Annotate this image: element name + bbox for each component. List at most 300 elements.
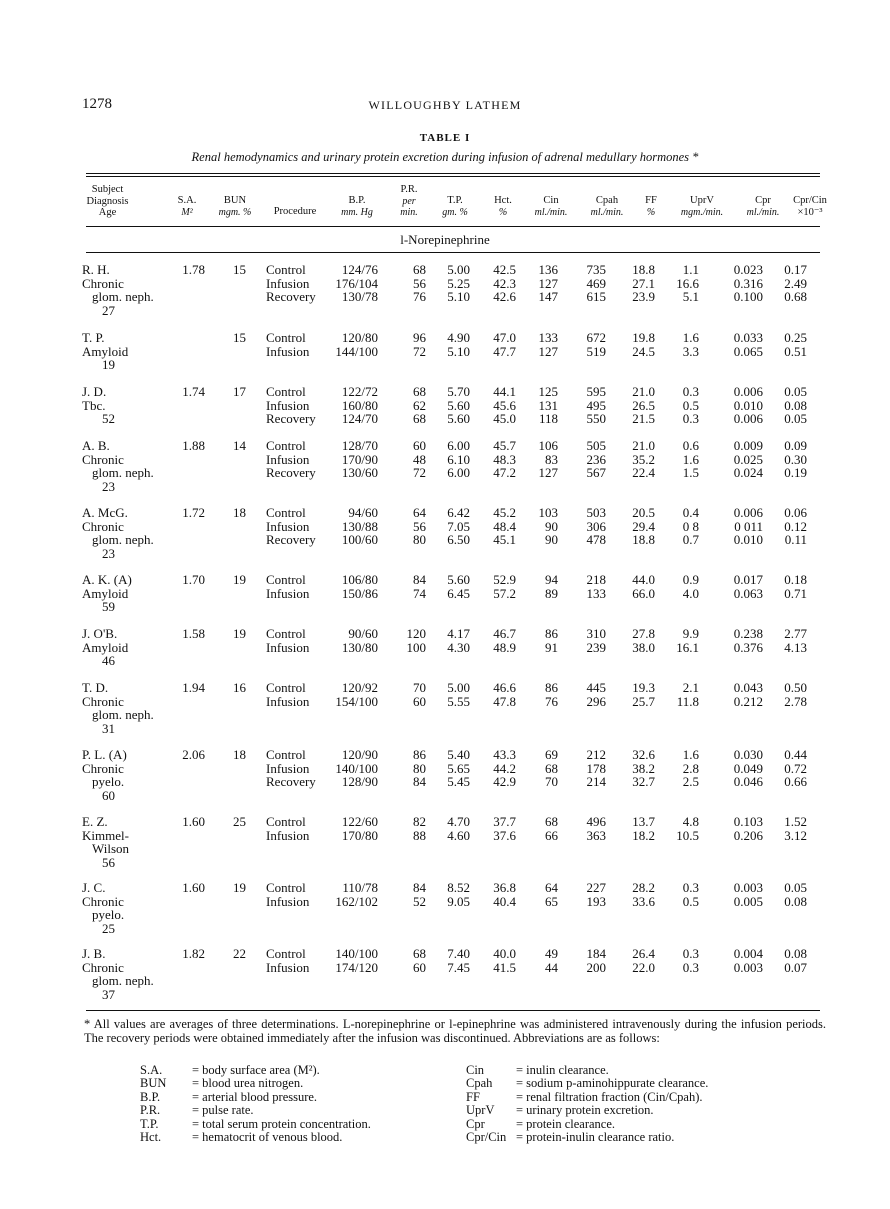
ff-cell: 19.3	[632, 680, 655, 695]
cpr-cell: 0.376	[733, 639, 763, 655]
pr-cell: 72	[413, 465, 426, 481]
proc-cell: Infusion	[266, 893, 310, 909]
bp-cell: 140/100	[335, 946, 378, 961]
cin-cell: 94	[545, 572, 558, 587]
col-uprv	[629, 881, 699, 908]
uprv-cell: 0.9	[682, 572, 699, 587]
tp-cell: 5.65	[447, 760, 470, 776]
proc-cell: Infusion	[266, 827, 310, 843]
subject-info	[82, 681, 154, 735]
header-hct: Hct. %	[494, 195, 512, 218]
tp-cell: 5.60	[447, 572, 470, 587]
ratio-cell: 0.50	[784, 680, 807, 695]
ff-cell: 24.5	[632, 343, 655, 359]
subject-info	[82, 573, 132, 614]
col-proc	[266, 627, 309, 654]
uprv-cell: 16.6	[676, 275, 699, 291]
cpah-cell: 193	[586, 893, 606, 909]
proc-cell: Control	[266, 330, 306, 345]
ratio-cell: 0.66	[784, 774, 807, 790]
proc-cell: Infusion	[266, 343, 310, 359]
hct-cell: 37.7	[493, 814, 516, 829]
table-header	[80, 184, 825, 224]
subject-line: 60	[102, 787, 115, 803]
ratio-cell: 4.13	[784, 639, 807, 655]
hct-cell: 42.3	[493, 275, 516, 291]
col-proc	[266, 881, 309, 908]
abbr-abbr: B.P.	[140, 1089, 161, 1104]
bp-cell: 124/70	[341, 411, 378, 427]
cpr-cell: 0.006	[733, 411, 763, 427]
bun-value: 14	[233, 438, 246, 453]
cin-cell: 66	[545, 827, 558, 843]
sa-value: 1.88	[182, 438, 205, 453]
cpr-cell: 0.033	[733, 330, 763, 345]
subject-line: 27	[102, 302, 115, 318]
uprv-cell: 0.3	[682, 411, 699, 427]
subject-line: 37	[102, 986, 115, 1002]
bp-cell: 170/80	[341, 827, 378, 843]
abbr-right-defs	[516, 1064, 708, 1144]
tp-cell: 6.10	[447, 451, 470, 467]
cpr-cell: 0.103	[733, 814, 763, 829]
ff-cell: 38.2	[632, 760, 655, 776]
cpr-cell: 0.043	[733, 680, 763, 695]
cpah-cell: 218	[586, 572, 606, 587]
uprv-cell: 0.3	[682, 880, 699, 895]
cpah-cell: 184	[586, 946, 606, 961]
cpr-cell: 0.046	[733, 774, 763, 790]
bottom-rule	[86, 1010, 820, 1011]
cpah-cell: 496	[586, 814, 606, 829]
cin-cell: 106	[538, 438, 558, 453]
col-ratio	[737, 627, 807, 654]
uprv-cell: 0.3	[682, 959, 699, 975]
cin-cell: 118	[538, 411, 558, 427]
tp-cell: 5.10	[447, 343, 470, 359]
cpr-cell: 0.005	[733, 893, 763, 909]
header-cin: Cin ml./min.	[534, 195, 568, 218]
cpr-cell: 0.025	[733, 451, 763, 467]
uprv-cell: 9.9	[682, 626, 699, 641]
pr-cell: 86	[413, 747, 426, 762]
subject-info	[82, 881, 124, 935]
subject-line: 46	[102, 653, 115, 669]
table-caption: Renal hemodynamics and urinary protein excretion during infusion of adrenal medullary hormones *	[191, 150, 699, 164]
section-rule	[86, 252, 820, 253]
bp-cell: 140/100	[335, 760, 378, 776]
ff-cell: 19.8	[632, 330, 655, 345]
bun-value: 18	[233, 505, 246, 520]
tp-cell: 5.60	[447, 411, 470, 427]
header-ff: FF %	[645, 195, 657, 218]
col-uprv	[629, 573, 699, 600]
bun-value: 15	[233, 262, 246, 277]
subject-line: Kimmel-	[82, 827, 129, 843]
pr-cell: 72	[413, 343, 426, 359]
bun-value: 25	[233, 814, 246, 829]
uprv-cell: 3.3	[682, 343, 699, 359]
abbr-abbr: FF	[466, 1089, 480, 1104]
sa-value: 1.78	[182, 262, 205, 277]
ff-cell: 35.2	[632, 451, 655, 467]
ff-cell: 25.7	[632, 693, 655, 709]
hct-cell: 42.9	[493, 774, 516, 790]
bp-cell: 130/80	[341, 639, 378, 655]
ff-cell: 66.0	[632, 585, 655, 601]
cpah-cell: 595	[586, 384, 606, 399]
uprv-cell: 4.8	[682, 814, 699, 829]
col-proc	[266, 331, 309, 358]
tp-cell: 6.50	[447, 532, 470, 548]
cpr-cell: 0.316	[733, 275, 763, 291]
bp-cell: 94/60	[348, 505, 378, 520]
pr-cell: 88	[413, 827, 426, 843]
abbr-def: = sodium p-aminohippurate clearance.	[516, 1076, 709, 1091]
tp-cell: 4.30	[447, 639, 470, 655]
subject-line: Amyloid	[82, 639, 129, 655]
col-ratio	[737, 681, 807, 708]
abbr-abbr: Cpah	[466, 1076, 493, 1091]
abbr-abbr: P.R.	[140, 1103, 161, 1118]
tp-cell: 7.45	[447, 959, 470, 975]
cin-cell: 127	[538, 465, 558, 481]
tp-cell: 5.40	[447, 747, 470, 762]
col-ratio	[737, 947, 807, 974]
sa-value: 1.94	[182, 680, 205, 695]
pr-cell: 52	[413, 893, 426, 909]
cpr-cell: 0.010	[733, 397, 763, 413]
cpr-cell: 0.003	[733, 959, 763, 975]
proc-cell: Infusion	[266, 693, 310, 709]
proc-cell: Control	[266, 680, 306, 695]
cpah-cell: 495	[586, 397, 606, 413]
pr-cell: 68	[413, 946, 426, 961]
col-ratio	[737, 385, 807, 426]
col-ratio	[737, 748, 807, 789]
pr-cell: 56	[413, 275, 426, 291]
hct-cell: 42.5	[493, 262, 516, 277]
subject-line: J. C.	[82, 880, 106, 895]
header-bun: BUN mgm. %	[218, 195, 252, 218]
subject-line: Chronic	[82, 760, 124, 776]
subject-info	[82, 815, 129, 869]
proc-cell: Infusion	[266, 451, 310, 467]
ff-cell: 26.4	[632, 946, 655, 961]
subject-line: glom. neph.	[92, 465, 154, 481]
subject-line: Amyloid	[82, 343, 129, 359]
hct-cell: 42.6	[493, 289, 516, 305]
ff-cell: 13.7	[632, 814, 655, 829]
hct-cell: 45.0	[493, 411, 516, 427]
subject-line: 23	[102, 478, 115, 494]
ff-cell: 22.4	[632, 465, 655, 481]
subject-info	[82, 263, 154, 317]
bp-cell: 130/60	[341, 465, 378, 481]
uprv-cell: 0.3	[682, 946, 699, 961]
ratio-cell: 0.68	[784, 289, 807, 305]
header-rule	[86, 226, 820, 227]
proc-cell: Control	[266, 946, 306, 961]
subject-line: J. B.	[82, 946, 106, 961]
proc-cell: Recovery	[266, 465, 316, 481]
bp-cell: 106/80	[341, 572, 378, 587]
subject-line: A. McG.	[82, 505, 128, 520]
sa-value: 1.74	[182, 384, 205, 399]
ratio-cell: 0.12	[784, 518, 807, 534]
proc-cell: Recovery	[266, 774, 316, 790]
cin-cell: 83	[545, 451, 558, 467]
cpr-cell: 0.030	[733, 747, 763, 762]
cpr-cell: 0.004	[733, 946, 763, 961]
uprv-cell: 0.7	[682, 532, 699, 548]
subject-line: 25	[102, 920, 115, 936]
subject-line: 31	[102, 720, 115, 736]
abbr-right-terms	[466, 1064, 506, 1144]
col-uprv	[629, 385, 699, 426]
cin-cell: 127	[538, 275, 558, 291]
cpr-cell: 0.238	[733, 626, 763, 641]
subject-line: pyelo.	[92, 907, 125, 923]
tp-cell: 5.70	[447, 384, 470, 399]
sa-value: 1.72	[182, 505, 205, 520]
ff-cell: 27.1	[632, 275, 655, 291]
tp-cell: 4.70	[447, 814, 470, 829]
ff-cell: 21.0	[632, 384, 655, 399]
cpah-cell: 212	[586, 747, 606, 762]
tp-cell: 6.00	[447, 465, 470, 481]
subject-info	[82, 748, 127, 802]
tp-cell: 5.45	[447, 774, 470, 790]
header-sa: S.A. M²	[177, 195, 197, 218]
col-uprv	[629, 263, 699, 304]
subject-line: 52	[102, 411, 115, 427]
bp-cell: 122/72	[341, 384, 378, 399]
abbr-def: = arterial blood pressure.	[192, 1089, 318, 1104]
proc-cell: Control	[266, 626, 306, 641]
cin-cell: 70	[545, 774, 558, 790]
uprv-cell: 1.1	[682, 262, 699, 277]
bp-cell: 176/104	[335, 275, 378, 291]
ratio-cell: 0.44	[784, 747, 807, 762]
bp-cell: 124/76	[341, 262, 378, 277]
tp-cell: 4.17	[447, 626, 470, 641]
tp-cell: 5.00	[447, 680, 470, 695]
tp-cell: 8.52	[447, 880, 470, 895]
bp-cell: 160/80	[341, 397, 378, 413]
pr-cell: 84	[413, 774, 426, 790]
bp-cell: 154/100	[335, 693, 378, 709]
bp-cell: 162/102	[335, 893, 378, 909]
col-proc	[266, 815, 309, 842]
cin-cell: 86	[545, 680, 558, 695]
bp-cell: 170/90	[341, 451, 378, 467]
pr-cell: 120	[406, 626, 426, 641]
proc-cell: Infusion	[266, 275, 310, 291]
hct-cell: 40.0	[493, 946, 516, 961]
proc-cell: Recovery	[266, 289, 316, 305]
section-title: l-Norepinephrine	[400, 232, 490, 247]
proc-cell: Control	[266, 262, 306, 277]
pr-cell: 74	[413, 585, 426, 601]
col-proc	[266, 681, 309, 708]
bp-cell: 100/60	[341, 532, 378, 548]
pr-cell: 100	[406, 639, 426, 655]
ff-cell: 23.9	[632, 289, 655, 305]
proc-cell: Control	[266, 814, 306, 829]
cpah-cell: 214	[586, 774, 606, 790]
abbr-def: = protein clearance.	[516, 1116, 616, 1131]
pr-cell: 68	[413, 384, 426, 399]
proc-cell: Control	[266, 880, 306, 895]
top-rule-2	[86, 176, 820, 177]
cpah-cell: 503	[586, 505, 606, 520]
uprv-cell: 0 8	[682, 518, 699, 534]
cpah-cell: 306	[586, 518, 606, 534]
abbr-abbr: T.P.	[140, 1116, 159, 1131]
tp-cell: 7.40	[447, 946, 470, 961]
ratio-cell: 1.52	[784, 814, 807, 829]
abbr-abbr: UprV	[466, 1103, 495, 1118]
tp-cell: 5.00	[447, 262, 470, 277]
table-label: TABLE I	[419, 132, 471, 144]
cin-cell: 90	[545, 532, 558, 548]
hct-cell: 47.0	[493, 330, 516, 345]
abbr-def: = blood urea nitrogen.	[192, 1076, 304, 1091]
hct-cell: 37.6	[493, 827, 516, 843]
col-ratio	[737, 573, 807, 600]
proc-cell: Control	[266, 747, 306, 762]
col-uprv	[629, 681, 699, 708]
cpah-cell: 478	[586, 532, 606, 548]
ratio-cell: 0.11	[784, 532, 807, 548]
cpah-cell: 239	[586, 639, 606, 655]
cin-cell: 44	[545, 959, 558, 975]
ratio-cell: 0.05	[784, 384, 807, 399]
bp-cell: 90/60	[348, 626, 378, 641]
cin-cell: 64	[545, 880, 558, 895]
hct-cell: 40.4	[493, 893, 516, 909]
ff-cell: 38.0	[632, 639, 655, 655]
abbr-def: = renal filtration fraction (Cin/Cpah).	[516, 1089, 703, 1104]
cpr-cell: 0.212	[733, 693, 763, 709]
bp-cell: 144/100	[335, 343, 378, 359]
col-uprv	[629, 947, 699, 974]
col-uprv	[629, 331, 699, 358]
ratio-cell: 0.06	[784, 505, 807, 520]
ff-cell: 33.6	[632, 893, 655, 909]
ff-cell: 29.4	[632, 518, 655, 534]
bp-cell: 150/86	[341, 585, 378, 601]
footnote: * All values are averages of three determinations. L-norepinephrine or l-epinephrine was administered intravenously during the infusion periods. The recovery periods were obtained immediately after the infusion was discontinued. Abbreviations are as follows:	[84, 1017, 826, 1045]
sa-value: 1.58	[182, 626, 205, 641]
cpah-cell: 550	[586, 411, 606, 427]
pr-cell: 80	[413, 760, 426, 776]
ff-cell: 32.6	[632, 747, 655, 762]
abbr-abbr: Cpr	[466, 1116, 485, 1131]
proc-cell: Control	[266, 384, 306, 399]
ratio-cell: 0.72	[784, 760, 807, 776]
bp-cell: 130/78	[341, 289, 378, 305]
cin-cell: 68	[545, 814, 558, 829]
subject-line: Chronic	[82, 518, 124, 534]
subject-line: J. D.	[82, 384, 107, 399]
subject-line: A. K. (A)	[82, 572, 132, 587]
subject-line: 19	[102, 357, 115, 373]
proc-cell: Infusion	[266, 585, 310, 601]
sa-value: 1.82	[182, 946, 205, 961]
subject-line: glom. neph.	[92, 973, 154, 989]
uprv-cell: 2.8	[682, 760, 699, 776]
cin-cell: 49	[545, 946, 558, 961]
proc-cell: Recovery	[266, 532, 316, 548]
cin-cell: 86	[545, 626, 558, 641]
proc-cell: Control	[266, 572, 306, 587]
cpah-cell: 567	[586, 465, 606, 481]
cpah-cell: 505	[586, 438, 606, 453]
subject-line: Chronic	[82, 451, 124, 467]
sa-value: 1.60	[182, 880, 205, 895]
tp-cell: 5.10	[447, 289, 470, 305]
subject-line: 56	[102, 854, 115, 870]
pr-cell: 84	[413, 572, 426, 587]
hct-cell: 47.2	[493, 465, 516, 481]
subject-line: A. B.	[82, 438, 110, 453]
cpah-cell: 200	[586, 959, 606, 975]
ff-cell: 22.0	[632, 959, 655, 975]
ratio-cell: 0.19	[784, 465, 807, 481]
proc-cell: Recovery	[266, 411, 316, 427]
header-ratio: Cpr/Cin ×10⁻³	[793, 195, 827, 218]
hct-cell: 44.2	[493, 760, 516, 776]
cpr-cell: 0.010	[733, 532, 763, 548]
uprv-cell: 0.6	[682, 438, 699, 453]
ratio-cell: 0.25	[784, 330, 807, 345]
cpr-cell: 0.100	[733, 289, 763, 305]
ratio-cell: 0.08	[784, 397, 807, 413]
cin-cell: 133	[538, 330, 558, 345]
bun-value: 16	[233, 680, 246, 695]
uprv-cell: 11.8	[676, 693, 699, 709]
pr-cell: 60	[413, 438, 426, 453]
abbr-def: = pulse rate.	[192, 1103, 254, 1118]
tp-cell: 6.45	[447, 585, 470, 601]
sa-value: 2.06	[182, 747, 205, 762]
proc-cell: Infusion	[266, 518, 310, 534]
cin-cell: 147	[538, 289, 558, 305]
header-bp: B.P. mm. Hg	[341, 195, 373, 218]
tp-cell: 5.25	[447, 275, 470, 291]
bun-value: 19	[233, 572, 246, 587]
cin-cell: 69	[545, 747, 558, 762]
cpr-cell: 0.049	[733, 760, 763, 776]
ratio-cell: 0.30	[784, 451, 807, 467]
pr-cell: 70	[413, 680, 426, 695]
hct-cell: 47.7	[493, 343, 516, 359]
hct-cell: 43.3	[493, 747, 516, 762]
cpr-cell: 0.006	[733, 505, 763, 520]
subject-info	[82, 385, 115, 426]
pr-cell: 80	[413, 532, 426, 548]
abbr-def: = hematocrit of venous blood.	[192, 1129, 343, 1144]
hct-cell: 41.5	[493, 959, 516, 975]
cin-cell: 127	[538, 343, 558, 359]
pr-cell: 60	[413, 693, 426, 709]
cpah-cell: 469	[586, 275, 606, 291]
hct-cell: 45.1	[493, 532, 516, 548]
tp-cell: 5.60	[447, 397, 470, 413]
bp-cell: 120/80	[341, 330, 378, 345]
